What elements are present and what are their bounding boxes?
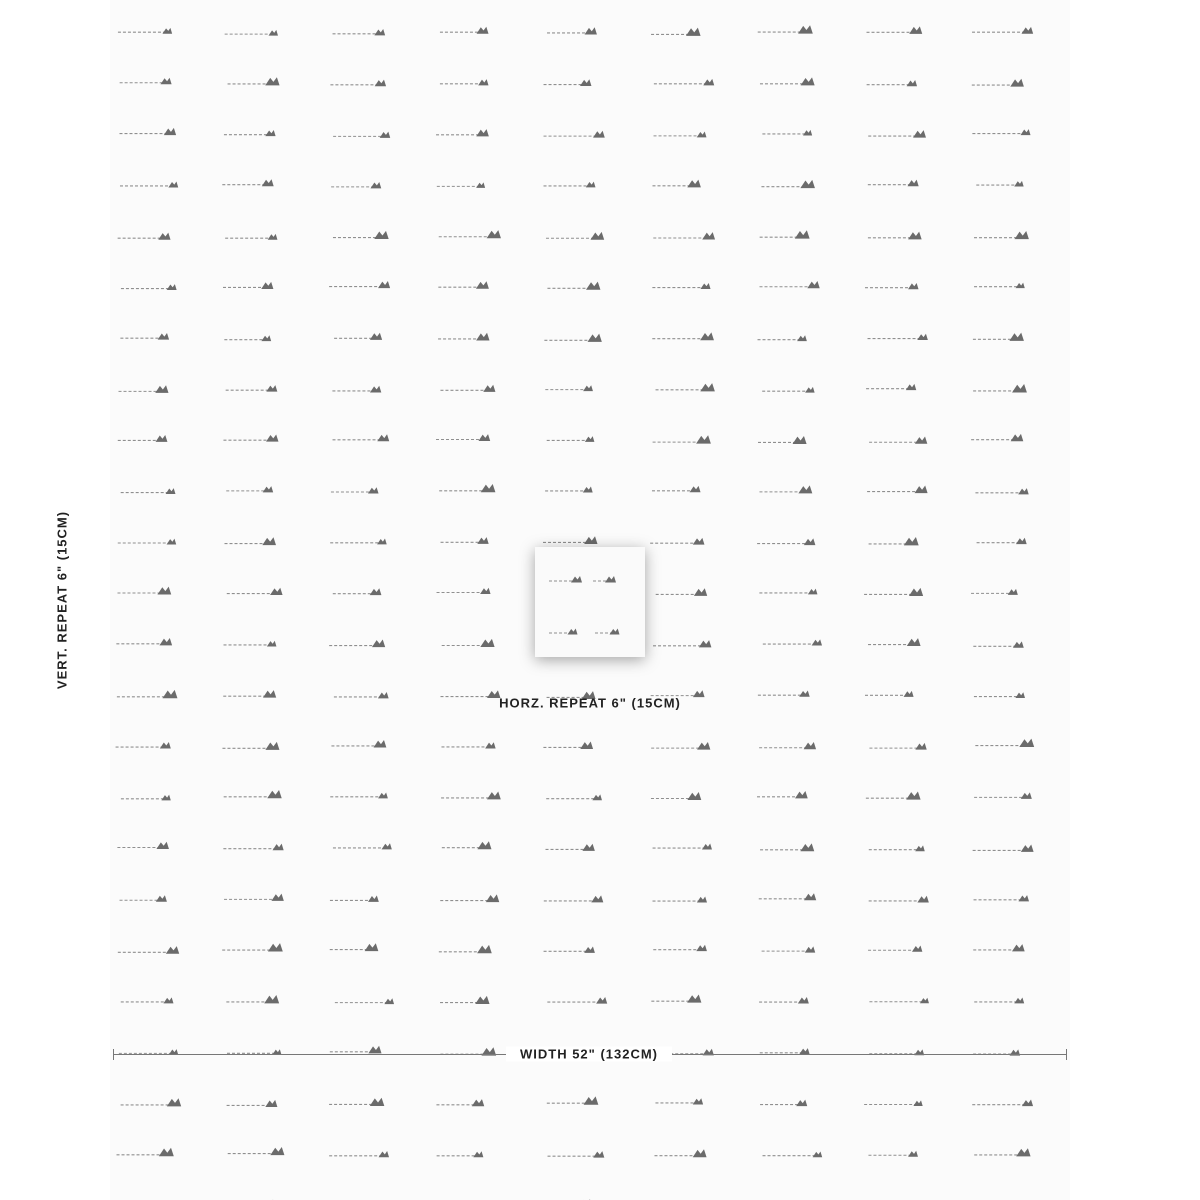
pattern-motif — [651, 28, 701, 36]
pattern-motif — [544, 79, 592, 86]
pattern-motif — [759, 742, 816, 749]
pattern-motif — [118, 539, 176, 545]
pattern-motif — [438, 333, 489, 341]
pattern-motif — [333, 843, 392, 849]
pattern-motif — [977, 538, 1027, 544]
pattern-motif — [759, 589, 817, 595]
pattern-motif — [655, 1098, 703, 1104]
pattern-motif — [333, 588, 382, 595]
pattern-motif — [224, 894, 284, 901]
pattern-motif — [121, 1098, 182, 1106]
pattern-motif — [335, 998, 394, 1004]
pattern-motif — [650, 538, 704, 545]
pattern-motif — [974, 1148, 1030, 1156]
pattern-motif — [974, 997, 1024, 1003]
pattern-motif — [760, 77, 815, 85]
pattern-motif — [438, 281, 489, 288]
pattern-motif — [330, 943, 379, 951]
swatch-motif — [549, 576, 582, 583]
pattern-motif — [117, 1148, 174, 1156]
pattern-motif — [972, 129, 1030, 135]
pattern-motif — [763, 1151, 823, 1157]
pattern-motif — [973, 844, 1034, 851]
pattern-motif — [868, 638, 921, 646]
pattern-motif — [330, 1046, 382, 1054]
pattern-motif — [544, 182, 596, 188]
pattern-motif — [329, 639, 385, 647]
pattern-motif — [867, 80, 917, 86]
pattern-motif — [442, 841, 492, 849]
pattern-motif — [329, 281, 390, 288]
pattern-motif — [121, 488, 176, 494]
pattern-motif — [865, 691, 914, 697]
pattern-motif — [440, 385, 495, 392]
pattern-motif — [226, 995, 279, 1003]
pattern-motif — [653, 945, 707, 951]
pattern-motif — [975, 488, 1028, 494]
pattern-motif — [439, 230, 501, 238]
pattern-motif — [760, 230, 810, 238]
pattern-motif — [440, 996, 489, 1004]
pattern-motif — [869, 537, 919, 545]
pattern-motif — [760, 843, 814, 851]
pattern-motif — [440, 27, 489, 34]
pattern-motif — [974, 792, 1032, 799]
pattern-motif — [437, 588, 491, 594]
pattern-motif — [973, 384, 1027, 392]
pattern-motif — [544, 334, 601, 342]
width-dimension-tick-right — [1066, 1049, 1067, 1060]
pattern-motif — [974, 692, 1025, 698]
pattern-motif — [331, 487, 379, 493]
pattern-motif — [223, 434, 278, 441]
pattern-motif — [868, 180, 919, 187]
pattern-motif — [333, 29, 386, 35]
vertical-repeat-label: VERT. REPEAT 6" (15CM) — [54, 510, 70, 690]
pattern-motif — [546, 844, 595, 851]
pattern-motif — [439, 484, 495, 492]
pattern-motif — [436, 129, 489, 136]
pattern-motif — [117, 842, 169, 849]
pattern-motif — [758, 690, 810, 696]
pattern-motif — [760, 281, 820, 288]
pattern-motif — [437, 1151, 484, 1157]
pattern-motif — [972, 1100, 1033, 1107]
pattern-motif — [116, 742, 171, 748]
pattern-motif — [971, 589, 1018, 595]
pattern-motif — [120, 895, 167, 902]
pattern-motif — [437, 182, 485, 188]
pattern-motif — [223, 844, 283, 851]
pattern-motif — [222, 179, 273, 186]
pattern-motif — [442, 639, 495, 647]
pattern-motif — [972, 27, 1033, 34]
pattern-motif — [331, 182, 381, 188]
pattern-motif — [868, 130, 926, 137]
pattern-motif — [972, 79, 1024, 87]
pattern-motif — [974, 895, 1029, 901]
pattern-motif — [762, 387, 814, 393]
pattern-motif — [868, 946, 922, 952]
pattern-motif — [973, 641, 1023, 647]
pattern-motif — [329, 1151, 389, 1157]
pattern-motif — [120, 182, 178, 188]
pattern-motif — [971, 434, 1023, 441]
width-label: WIDTH 52" (132CM) — [506, 1047, 672, 1062]
pattern-motif — [543, 536, 597, 544]
pattern-motif — [330, 792, 388, 798]
pattern-motif — [436, 1099, 484, 1106]
pattern-motif — [329, 1098, 384, 1106]
pattern-motif — [758, 25, 813, 33]
pattern-motif — [758, 335, 807, 341]
pattern-motif — [760, 1100, 807, 1107]
pattern-motif — [228, 77, 280, 85]
repeat-swatch — [535, 547, 645, 657]
pattern-motif — [652, 180, 700, 188]
pattern-motif — [227, 588, 283, 595]
pattern-motif — [118, 28, 172, 34]
pattern-motif — [333, 231, 389, 239]
pattern-motif — [763, 639, 822, 645]
pattern-motif — [121, 997, 174, 1003]
pattern-motif — [334, 692, 389, 698]
pattern-motif — [120, 78, 172, 85]
pattern-motif — [330, 539, 387, 545]
pattern-motif — [224, 790, 282, 798]
pattern-motif — [226, 486, 273, 492]
pattern-motif — [121, 795, 171, 801]
pattern-motif — [976, 181, 1023, 187]
pattern-motif — [973, 333, 1024, 341]
pattern-motif — [119, 128, 176, 135]
pattern-motif — [223, 690, 276, 698]
pattern-motif — [118, 946, 179, 954]
pattern-motif — [865, 283, 919, 289]
pattern-motif — [546, 232, 604, 240]
pattern-motif — [117, 690, 178, 698]
pattern-motif — [223, 282, 273, 289]
pattern-motif — [225, 234, 277, 240]
pattern-motif — [868, 1151, 917, 1157]
pattern-motif — [120, 333, 169, 340]
width-dimension-tick-left — [113, 1049, 114, 1060]
pattern-motif — [226, 385, 278, 392]
pattern-motif — [116, 638, 172, 645]
pattern-motif — [762, 130, 812, 136]
pattern-motif — [761, 180, 815, 188]
pattern-motif — [757, 538, 815, 545]
pattern-motif — [119, 385, 169, 393]
pattern-motif — [759, 893, 816, 900]
pattern-motif — [228, 1147, 285, 1155]
pattern-motif — [118, 233, 171, 240]
pattern-motif — [118, 435, 168, 442]
pattern-motif — [652, 332, 714, 340]
pattern-motif — [546, 794, 602, 800]
pattern-motif — [869, 896, 929, 903]
swatch-motif — [595, 629, 620, 635]
pattern-motif — [864, 588, 923, 596]
pattern-motif — [654, 1149, 706, 1157]
pattern-motif — [441, 690, 501, 698]
pattern-motif — [441, 537, 489, 544]
pattern-motif — [117, 587, 171, 595]
pattern-motif — [436, 434, 490, 441]
pattern-motif — [762, 946, 816, 952]
pattern-motif — [330, 80, 386, 87]
pattern-motif — [439, 945, 492, 953]
pattern-motif — [222, 742, 279, 750]
pattern-motif — [440, 894, 499, 902]
pattern-motif — [974, 283, 1025, 289]
pattern-motif — [225, 537, 276, 545]
pattern-motif — [869, 743, 926, 750]
pattern-motif — [440, 79, 489, 85]
pattern-motif — [868, 232, 922, 240]
horizontal-repeat-label: HORZ. REPEAT 6" (15CM) — [499, 695, 681, 711]
pattern-motif — [869, 998, 929, 1004]
pattern-motif — [973, 944, 1024, 951]
pattern-motif — [759, 485, 812, 493]
pattern-motif — [866, 384, 916, 390]
pattern-motif — [654, 79, 714, 85]
pattern-motif — [868, 334, 928, 340]
pattern-motif — [651, 742, 710, 750]
pattern-motif — [333, 434, 390, 441]
pattern-motif — [651, 792, 701, 800]
pattern-motif — [543, 742, 593, 749]
pattern-motif — [653, 232, 715, 239]
pattern-motif — [227, 1100, 278, 1107]
pattern-motif — [867, 486, 927, 494]
pattern-motif — [332, 386, 381, 393]
pattern-motif — [974, 231, 1029, 239]
pattern-motif — [224, 335, 271, 341]
pattern-motif — [869, 845, 925, 851]
pattern-motif — [651, 995, 701, 1003]
pattern-motif — [547, 282, 600, 290]
pattern-motif — [441, 792, 501, 800]
pattern-motif — [224, 641, 277, 647]
pattern-motif — [656, 588, 708, 596]
pattern-motif — [331, 740, 386, 747]
pattern-motif — [652, 486, 701, 492]
pattern-motif — [653, 435, 711, 443]
pattern-motif — [653, 896, 707, 902]
pattern-motif — [653, 640, 711, 647]
pattern-motif — [545, 385, 593, 391]
pattern-motif — [654, 132, 707, 138]
pattern-motif — [334, 333, 382, 340]
pattern-motif — [547, 436, 595, 442]
pattern-motif — [656, 383, 715, 391]
pattern-motif — [867, 26, 923, 34]
pattern-motif — [975, 739, 1034, 747]
pattern-motif — [866, 791, 921, 799]
pattern-motif — [544, 946, 595, 952]
pattern-motif — [869, 437, 927, 444]
repeat-swatch-svg — [535, 547, 645, 657]
pattern-motif — [224, 130, 276, 136]
pattern-motif — [225, 30, 278, 36]
pattern-motif — [759, 997, 809, 1003]
pattern-motif — [333, 132, 390, 138]
pattern-motif — [758, 436, 807, 444]
swatch-motif — [549, 629, 578, 635]
pattern-motif — [547, 1096, 599, 1104]
pattern-motif — [545, 487, 593, 493]
pattern-motif — [547, 997, 607, 1004]
pattern-motif — [544, 131, 605, 138]
pattern-motif — [441, 742, 495, 748]
pattern-motif — [547, 27, 597, 34]
pattern-motif — [653, 844, 712, 850]
pattern-motif — [652, 283, 710, 289]
pattern-motif — [757, 791, 808, 798]
swatch-motif — [593, 576, 616, 583]
pattern-motif — [548, 1151, 605, 1158]
pattern-motif — [330, 896, 379, 902]
pattern-motif — [864, 1100, 923, 1106]
pattern-motif — [222, 943, 283, 951]
pattern-motif — [544, 895, 604, 902]
pattern-motif — [121, 284, 177, 290]
